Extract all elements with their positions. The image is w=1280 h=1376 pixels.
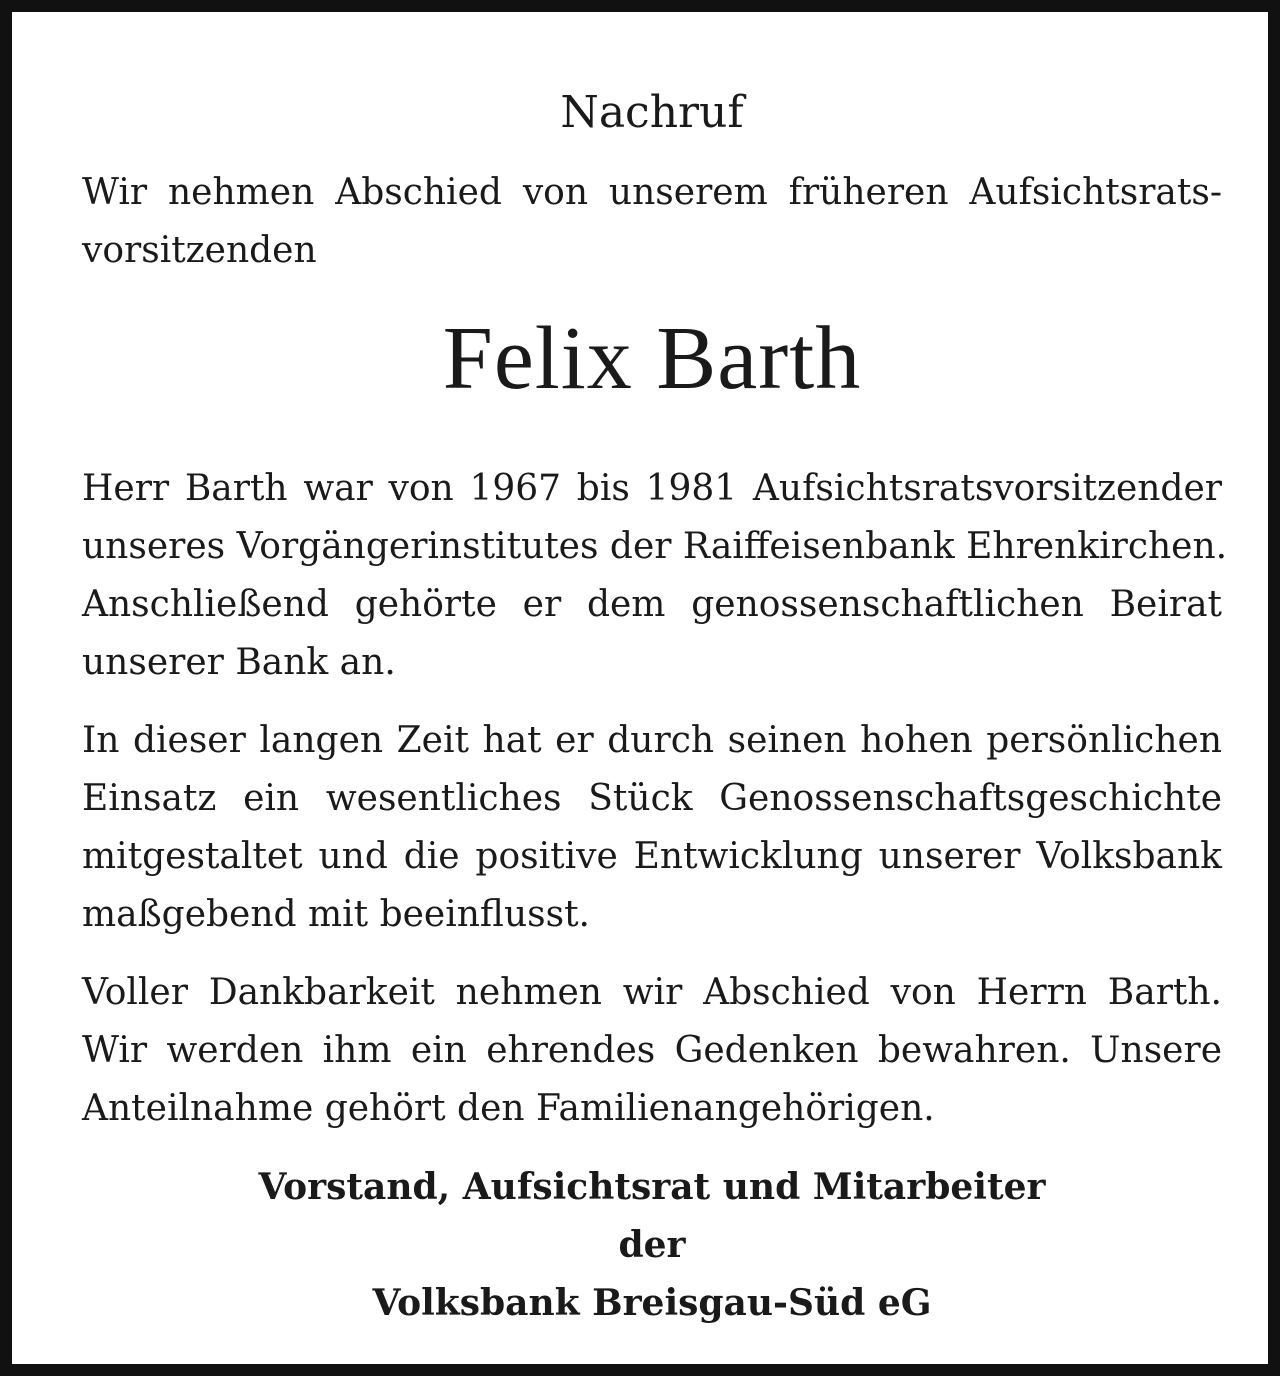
paragraph-line: unserer Bank an. (82, 642, 396, 683)
intro-text (82, 164, 1222, 280)
paragraph-line: Herr Barth war von 1967 bis 1981 Aufsichtsratsvorsitzender (82, 468, 1222, 509)
signature-block (82, 1158, 1222, 1332)
paragraph-career (82, 460, 1228, 692)
paragraph-line: Wir werden ihm ein ehrendes Gedenken bewahren. Unsere (82, 1030, 1222, 1071)
signature-line-2: der (618, 1224, 686, 1266)
paragraph-line: Anteilnahme gehört den Familienangehörigen. (82, 1088, 935, 1129)
paragraph-line: Voller Dankbarkeit nehmen wir Abschied von Herrn Barth. (82, 972, 1222, 1013)
deceased-name: Felix Barth (442, 309, 862, 408)
paragraph-contribution (82, 712, 1222, 944)
signature-line-1: Vorstand, Aufsichtsrat und Mitarbeiter (258, 1166, 1046, 1208)
paragraph-line: In dieser langen Zeit hat er durch seinen hohen persönlichen (82, 720, 1222, 761)
paragraph-line: mitgestaltet und die positive Entwicklung unserer Volksbank (82, 836, 1222, 877)
paragraph-line: unseres Vorgängerinstitutes der Raiffeisenbank Ehrenkirchen. (82, 526, 1228, 567)
paragraph-condolence (82, 964, 1222, 1138)
signature-line-3: Volksbank Breisgau-Süd eG (372, 1282, 932, 1324)
paragraph-line: maßgebend mit beeinflusst. (82, 894, 590, 935)
paragraph-line: Anschließend gehörte er dem genossenschaftlichen Beirat (82, 584, 1222, 625)
paragraph-line: Einsatz ein wesentliches Stück Genossenschaftsgeschichte (82, 778, 1222, 819)
obituary-content (82, 82, 1228, 1332)
intro-line-2: vorsitzenden (82, 230, 317, 271)
intro-line-1: Wir nehmen Abschied von unserem früheren Aufsichtsrats- (82, 172, 1222, 213)
heading-title: Nachruf (560, 87, 744, 138)
